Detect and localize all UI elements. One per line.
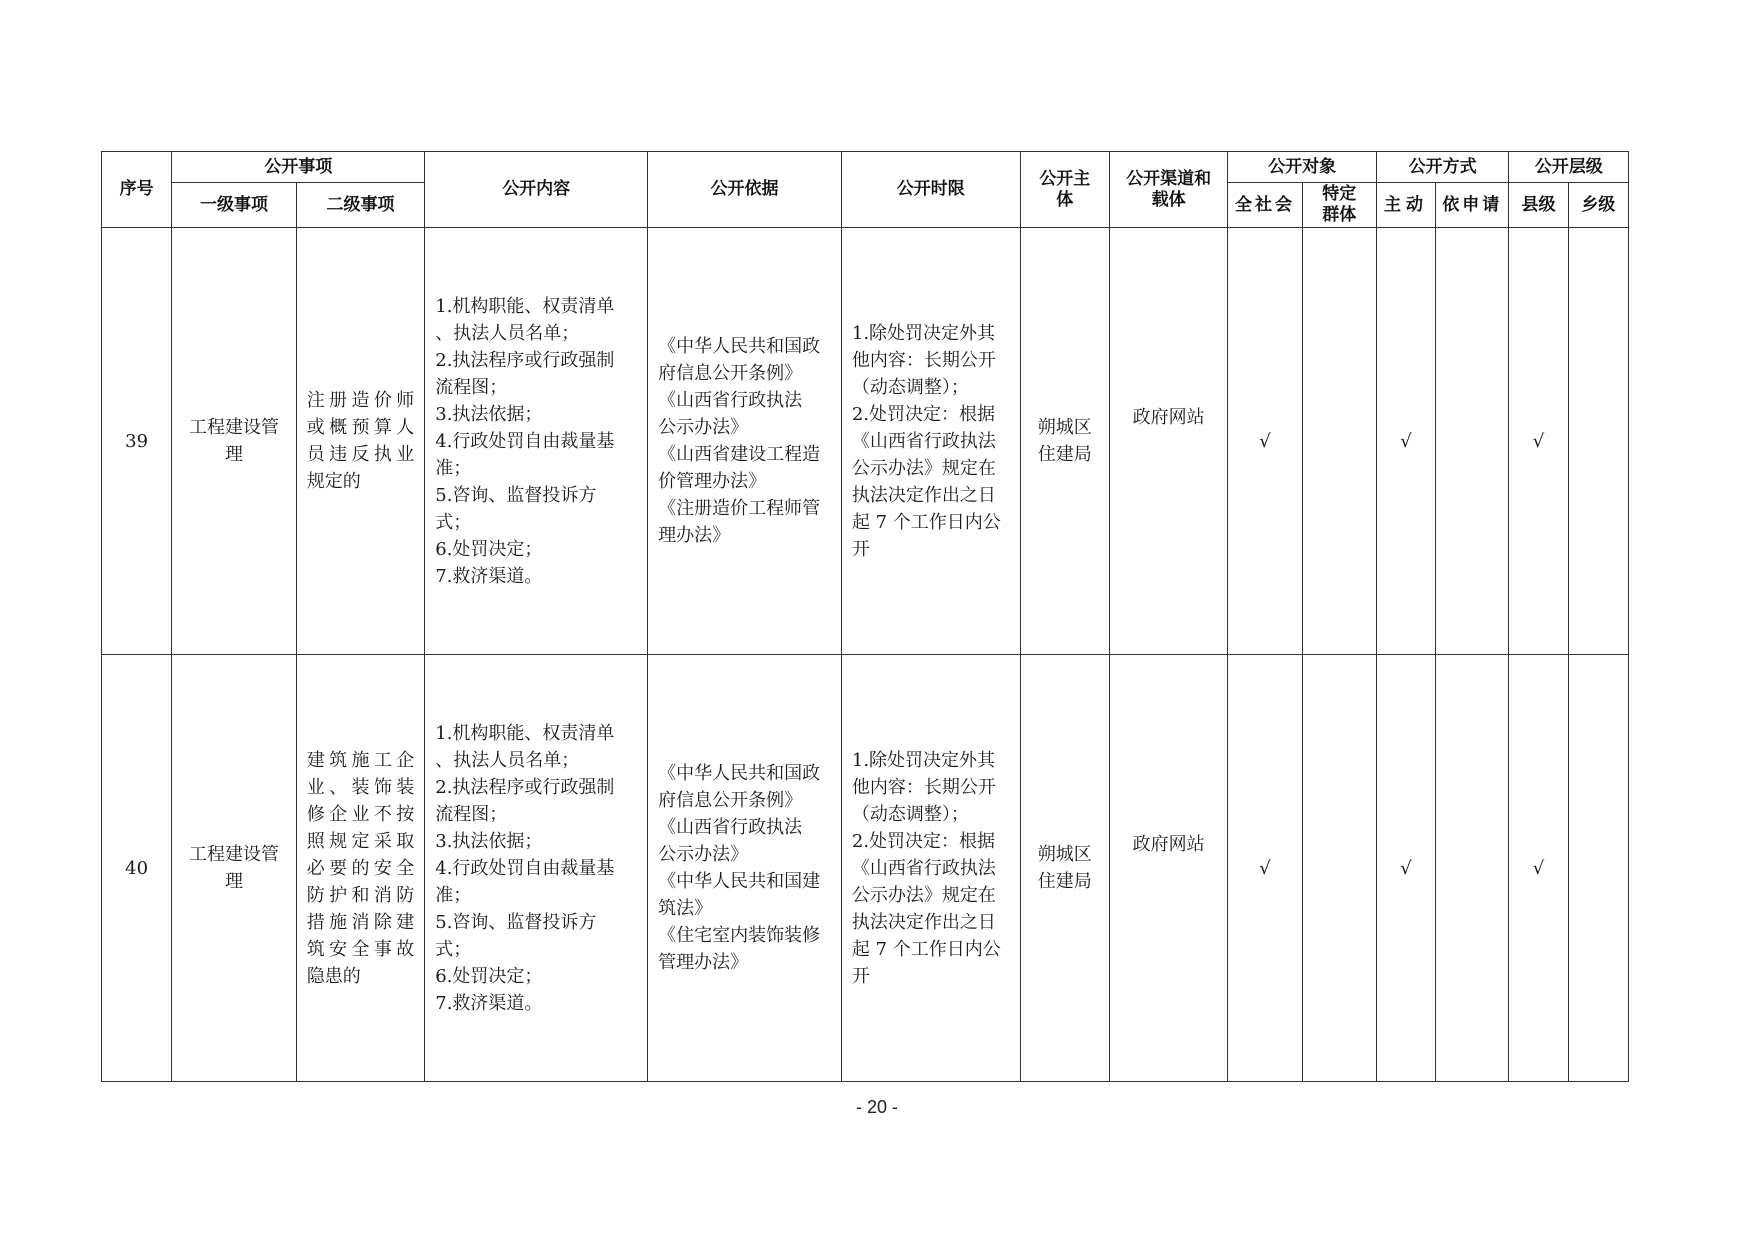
cell-line: 《中华人民共和国政: [658, 763, 821, 784]
cell-line: 《山西省行政执法: [658, 817, 803, 838]
header-items-group: 公开事项: [172, 152, 425, 183]
row-level-township-check: [1568, 228, 1628, 655]
cell-line: 管理办法》: [658, 952, 749, 973]
disclosure-table: [101, 151, 1629, 1082]
cell-line: 6.处罚决定；: [435, 538, 543, 560]
cell-line: 4.行政处罚自由裁量基: [435, 430, 615, 452]
cell-line: 《住宅室内装饰装修: [658, 925, 821, 946]
cell-line: 2.处罚决定：根据: [851, 830, 996, 852]
header-channel: 公开渠道和载体: [1109, 152, 1227, 228]
cell-line: 《注册造价工程师管: [658, 498, 821, 519]
cell-line: 《山西省行政执法: [851, 430, 996, 452]
row-content: [425, 655, 648, 1082]
page-number: - 20 -: [855, 1097, 898, 1117]
cell-line: 7.救济渠道。: [435, 992, 543, 1014]
cell-line: 公示办法》规定在: [851, 884, 996, 906]
cell-line: 《中华人民共和国政: [658, 336, 821, 357]
row-level-county-check: √: [1509, 228, 1568, 655]
row-time-limit: [841, 655, 1020, 1082]
cell-line: 1.除处罚决定外其: [851, 322, 996, 344]
cell-line: 理办法》: [658, 525, 731, 546]
header-method-request: 依申请: [1436, 183, 1509, 228]
cell-line: 2.执法程序或行政强制: [435, 776, 615, 798]
row-level1: 工程建设管理: [172, 228, 296, 655]
cell-line: 1.除处罚决定外其: [851, 749, 996, 771]
cell-line: 准；: [435, 884, 472, 906]
row-target-specific-check: [1302, 655, 1376, 1082]
row-method-request-check: [1436, 655, 1509, 1082]
row-target-specific-check: [1302, 228, 1376, 655]
cell-line: 起 7 个工作日内公: [851, 938, 1001, 960]
cell-line: 公示办法》: [658, 844, 749, 865]
row-level-township-check: [1568, 655, 1628, 1082]
header-target-specific: 特定群体: [1302, 183, 1376, 228]
row-channel: 政府网站: [1109, 228, 1227, 655]
cell-line: 2.处罚决定：根据: [851, 403, 996, 425]
row-method-active-check: √: [1376, 655, 1435, 1082]
row-channel: 政府网站: [1109, 655, 1227, 1082]
header-basis: 公开依据: [648, 152, 842, 228]
cell-line: 式；: [435, 511, 472, 533]
row-method-active-check: √: [1376, 228, 1435, 655]
cell-line: 《中华人民共和国建: [658, 871, 821, 892]
cell-line: 6.处罚决定；: [435, 965, 543, 987]
header-method-group: 公开方式: [1376, 152, 1509, 183]
row-seq: 40: [102, 655, 172, 1082]
row-level2: 注册造价师或概预算人员违反执业规定的: [296, 228, 425, 655]
cell-line: 公示办法》规定在: [851, 457, 996, 479]
cell-line: 开: [851, 965, 870, 987]
cell-line: 、执法人员名单；: [435, 322, 580, 344]
cell-line: 准；: [435, 457, 472, 479]
row-seq: 39: [102, 228, 172, 655]
cell-line: 府信息公开条例》: [658, 363, 803, 384]
cell-line: 4.行政处罚自由裁量基: [435, 857, 615, 879]
cell-line: 、执法人员名单；: [435, 749, 580, 771]
cell-line: 2.执法程序或行政强制: [435, 349, 615, 371]
cell-line: 5.咨询、监督投诉方: [435, 911, 597, 933]
cell-line: 《山西省行政执法: [851, 857, 996, 879]
header-level-group: 公开层级: [1509, 152, 1629, 183]
cell-line: （动态调整）；: [851, 803, 969, 825]
header-level2: 二级事项: [296, 183, 425, 228]
header-subject: 公开主体: [1020, 152, 1109, 228]
cell-line: 流程图；: [435, 803, 508, 825]
cell-line: 执法决定作出之日: [851, 484, 996, 506]
table-row: [102, 228, 1629, 655]
row-level-county-check: √: [1509, 655, 1568, 1082]
header-target-all: 全社会: [1228, 183, 1302, 228]
header-target-group: 公开对象: [1228, 152, 1377, 183]
cell-line: （动态调整）；: [851, 376, 969, 398]
header-method-active: 主动: [1376, 183, 1435, 228]
cell-line: 3.执法依据；: [435, 830, 543, 852]
row-subject: 朔城区住建局: [1020, 228, 1109, 655]
header-level-township: 乡级: [1568, 183, 1628, 228]
row-basis: [648, 228, 842, 655]
cell-line: 执法决定作出之日: [851, 911, 996, 933]
row-target-all-check: √: [1228, 655, 1302, 1082]
row-method-request-check: [1436, 228, 1509, 655]
cell-line: 府信息公开条例》: [658, 790, 803, 811]
header-level1: 一级事项: [172, 183, 296, 228]
cell-line: 1.机构职能、权责清单: [435, 722, 615, 744]
cell-line: 筑法》: [658, 898, 713, 919]
cell-line: 公示办法》: [658, 417, 749, 438]
cell-line: 5.咨询、监督投诉方: [435, 484, 597, 506]
header-level-county: 县级: [1509, 183, 1568, 228]
row-level1: 工程建设管理: [172, 655, 296, 1082]
row-level2: 建筑施工企业、装饰装修企业不按照规定采取必要的安全防护和消防措施消除建筑安全事故隐患的: [296, 655, 425, 1082]
cell-line: 7.救济渠道。: [435, 565, 543, 587]
header-seq: 序号: [102, 152, 172, 228]
row-content: [425, 228, 648, 655]
row-subject: 朔城区住建局: [1020, 655, 1109, 1082]
cell-line: 式；: [435, 938, 472, 960]
cell-line: 《山西省建设工程造: [658, 444, 821, 465]
row-target-all-check: √: [1228, 228, 1302, 655]
header-time-limit: 公开时限: [841, 152, 1020, 228]
cell-line: 开: [851, 538, 870, 560]
cell-line: 流程图；: [435, 376, 508, 398]
cell-line: 起 7 个工作日内公: [851, 511, 1001, 533]
cell-line: 价管理办法》: [658, 471, 767, 492]
cell-line: 3.执法依据；: [435, 403, 543, 425]
table-row: [102, 655, 1629, 1082]
cell-line: 1.机构职能、权责清单: [435, 295, 615, 317]
cell-line: 他内容：长期公开: [851, 776, 996, 798]
header-content: 公开内容: [425, 152, 648, 228]
row-time-limit: [841, 228, 1020, 655]
cell-line: 《山西省行政执法: [658, 390, 803, 411]
cell-line: 他内容：长期公开: [851, 349, 996, 371]
row-basis: [648, 655, 842, 1082]
